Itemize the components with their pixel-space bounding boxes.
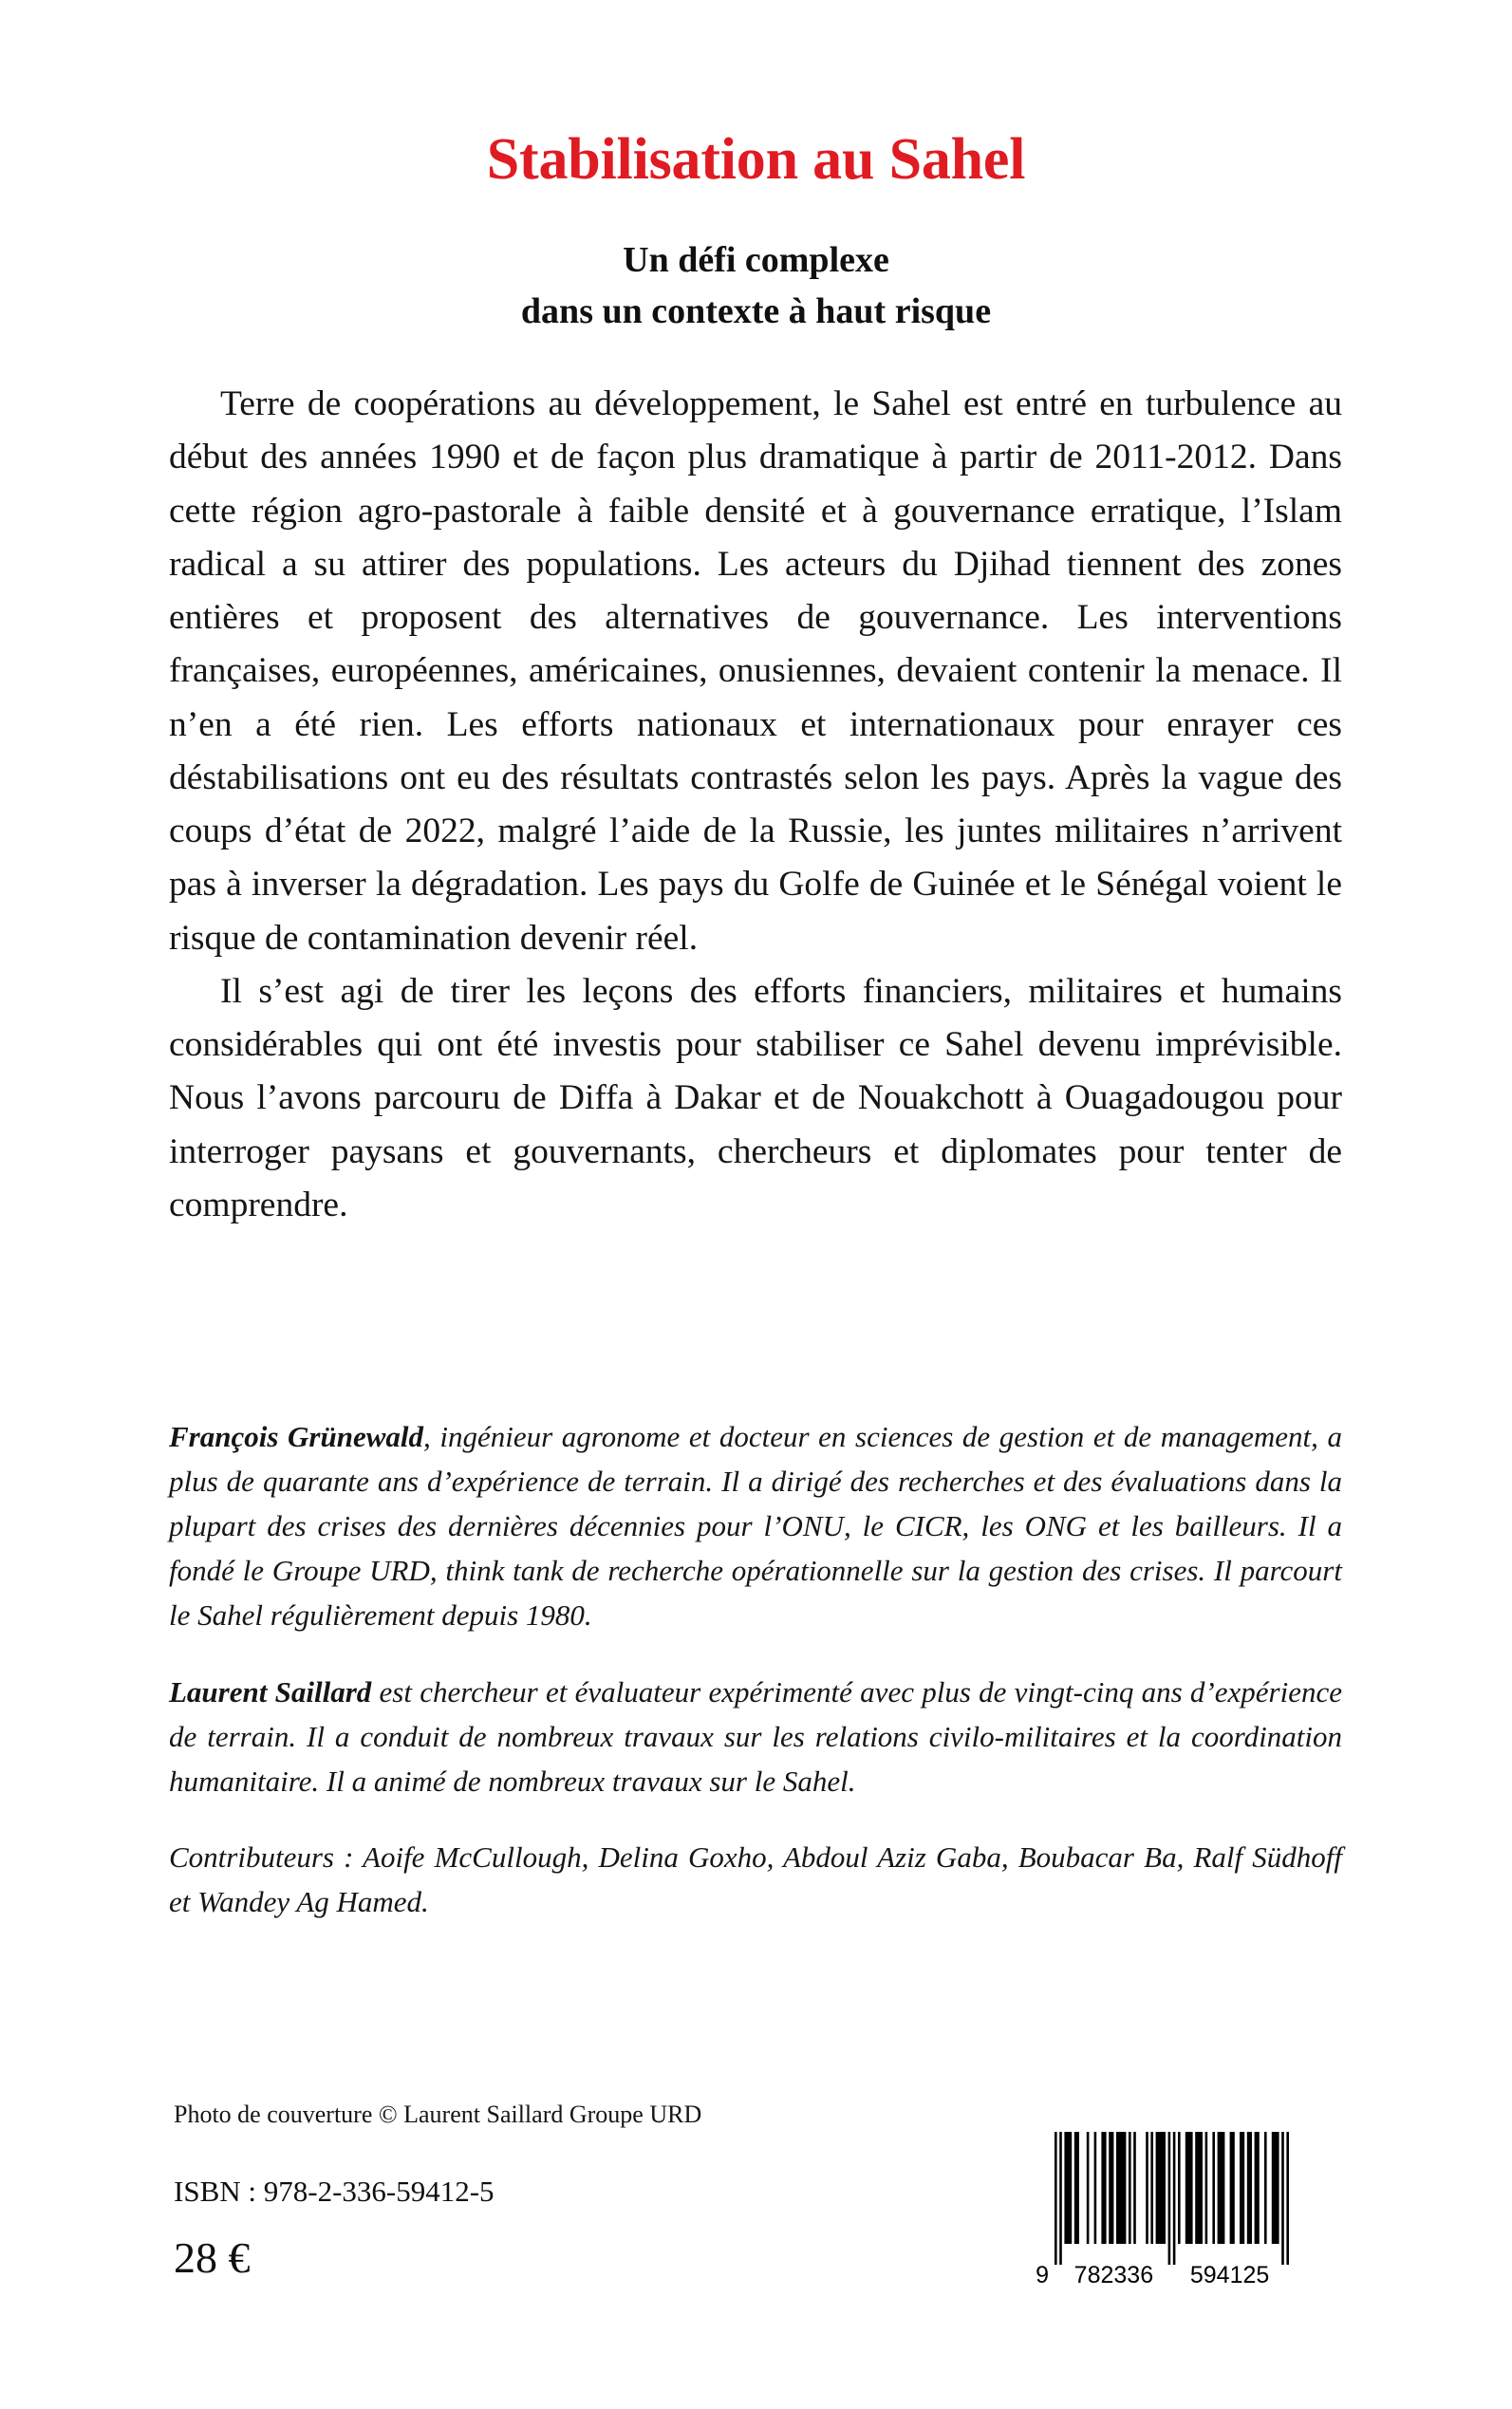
svg-text:9: 9 (1036, 2262, 1049, 2288)
footer-info-block (174, 2099, 990, 2284)
author-1-name: François Grünewald (169, 1420, 423, 1453)
author-bio-1 (169, 1414, 1342, 1638)
subtitle-line-1: Un défi complexe (623, 240, 889, 280)
blurb-text (169, 378, 1342, 1232)
author-1-description: , ingénieur agronome et docteur en sciences de gestion et de management, a plus de quarante ans d’expérience de terrain. Il a dirigé des recherches et des évaluations dans la plupart des crises des dernières décennies pour l’ONU, le CICR, les ONG et les bailleurs. Il a fondé le Groupe URD, think tank de recherche opérationnelle sur la gestion des crises. Il parcourt le Sahel régulièrement depuis 1980. (169, 1420, 1342, 1633)
author-biographies (169, 1414, 1342, 1924)
isbn-text: ISBN : 978-2-336-59412-5 (174, 2174, 495, 2208)
subtitle-line-2: dans un contexte à haut risque (520, 290, 992, 331)
ean13-barcode (1034, 2126, 1318, 2297)
contributors-line: Contributeurs : Aoife McCullough, Delina Goxho, Abdoul Aziz Gaba, Boubacar Ba, Ralf Südhoff et Wandey Ag Hamed. (169, 1839, 1342, 1918)
author-bio-2 (169, 1670, 1342, 1803)
price-text: 28 € (174, 2233, 251, 2283)
svg-text:782336: 782336 (1073, 2262, 1154, 2288)
author-2-description: est chercheur et évaluateur expérimenté avec plus de vingt-cinq ans d’expérience de terrain. Il a conduit de nombreux travaux sur les relations civilo-militaires et la coordination humanitaire. Il a animé de nombreux travaux sur le Sahel. (169, 1674, 1342, 1798)
blurb-paragraph-2: Il s’est agi de tirer les leçons des efforts financiers, militaires et humains considérables qui ont été investis pour stabiliser ce Sahel devenu imprévisible. Nous l’avons parcouru de Diffa à Dakar et de Nouakchott à Ouagadougou pour interroger paysans et gouvernants, chercheurs et diplomates pour tenter de comprendre. (169, 971, 1342, 1224)
svg-text:594125: 594125 (1189, 2262, 1270, 2288)
blurb-paragraph-1: Terre de coopérations au développement, le Sahel est entré en turbulence au début des années 1990 et de façon plus dramatique à partir de 2011-2012. Dans cette région agro-pastorale à faible densité et à gouvernance erratique, l’Islam radical a su attirer des populations. Les acteurs du Djihad tiennent des zones entières et proposent des alternatives de gouvernance. Les interventions françaises, européennes, américaines, onusiennes, devaient contenir la menace. Il n’en a été rien. Les efforts nationaux et internationaux pour enrayer ces déstabilisations ont eu des résultats contrastés selon les pays. Après la vague des coups d’état de 2022, malgré l’aide de la Russie, les juntes militaires n’arrivent pas à inverser la dégradation. Les pays du Golfe de Guinée et le Sénégal voient le risque de contamination devenir réel. (169, 384, 1342, 958)
photo-credit: Photo de couverture © Laurent Saillard Groupe URD (174, 2101, 702, 2128)
book-subtitle (0, 235, 1512, 338)
barcode-graphic (1034, 2126, 1318, 2297)
book-title: Stabilisation au Sahel (486, 126, 1026, 192)
author-2-name: Laurent Saillard (169, 1674, 372, 1709)
